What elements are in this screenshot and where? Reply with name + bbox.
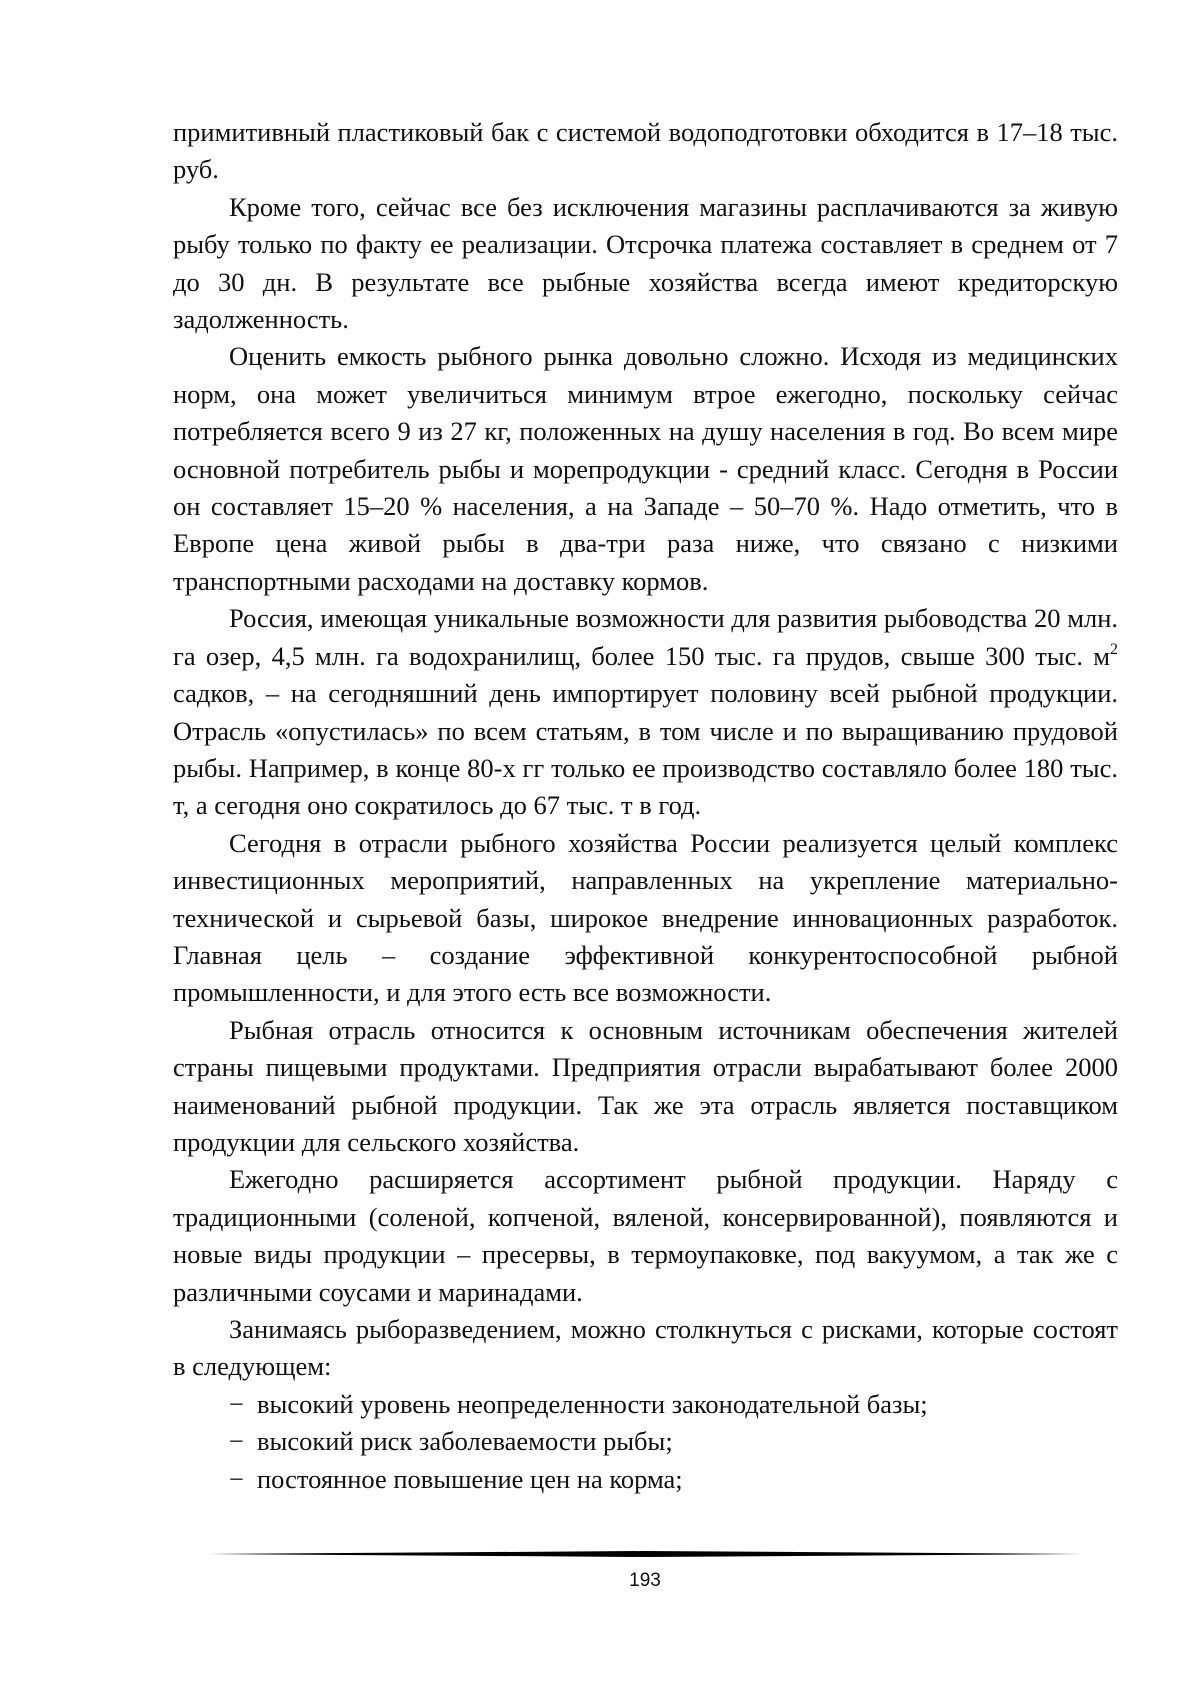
page-number: 193 (629, 1570, 661, 1591)
list-item-text: высокий уровень неопределенности законодательной базы; (257, 1388, 928, 1419)
list-dash: − (229, 1426, 244, 1457)
paragraph-russia-resources (173, 600, 1118, 824)
paragraph-food-source: Рыбная отрасль относится к основным источникам обеспечения жителей страны пищевыми продуктами. Предприятия отрасли вырабатывают более 2000 наименований рыбной продукции. Так же эта отрасль является поставщиком продукции для сельского хозяйства. (173, 1014, 1118, 1157)
list-item-text: высокий риск заболеваемости рыбы; (257, 1426, 673, 1457)
list-item (229, 1461, 1118, 1498)
paragraph-investment: Сегодня в отрасли рыбного хозяйства России реализуется целый комплекс инвестиционных мероприятий, направленных на укрепление материально-технической и сырьевой базы, широкое внедрение инновационных разработок. Главная цель – создание эффективной конкурентоспособной рыбной промышленности, и для этого есть все возможности. (173, 827, 1118, 1008)
list-item-text: постоянное повышение цен на корма; (257, 1463, 683, 1494)
list-item (229, 1423, 1118, 1460)
paragraph-russia-resources-part2: садков, – на сегодняшний день импортирует половину всей рыбной продукции. Отрасль «опустилась» по всем статьям, в том числе и по выращиванию прудовой рыбы. Например, в конце 80-х гг только ее производство составляло более 180 тыс. т, а сегодня оно сократилось до 67 тыс. т в год. (173, 678, 1118, 821)
paragraph-continuation: примитивный пластиковый бак с системой водоподготовки обходится в 17–18 тыс. руб. (173, 117, 1118, 185)
risks-list (173, 1386, 1118, 1498)
superscript-squared: 2 (1110, 640, 1118, 658)
paragraph-payment-terms: Кроме того, сейчас все без исключения магазины расплачиваются за живую рыбу только по факту ее реализации. Отсрочка платежа составляет в среднем от 7 до 30 дн. В результате все рыбные хозяйства всегда имеют кредиторскую задолженность. (173, 191, 1118, 335)
list-item (229, 1386, 1118, 1423)
paragraph-assortment: Ежегодно расширяется ассортимент рыбной продукции. Наряду с традиционными (соленой, копченой, вяленой, консервированной), появляются и новые виды продукции – пресервы, в термоупаковке, под вакуумом, а так же с различными соусами и маринадами. (173, 1164, 1118, 1307)
paragraph-risks-intro: Занимаясь рыборазведением, можно столкнуться с рисками, которые состоят в следующем: (173, 1314, 1118, 1382)
paragraph-russia-resources-part1: Россия, имеющая уникальные возможности для развития рыбоводства 20 млн. га озер, 4,5 млн. га водохранилищ, более 150 тыс. га прудов, свыше 300 тыс. м (173, 603, 1118, 671)
list-dash: − (229, 1388, 244, 1419)
page-body (173, 114, 1118, 1498)
list-dash: − (229, 1463, 244, 1494)
footer-rule (208, 1550, 1082, 1558)
paragraph-market-capacity: Оценить емкость рыбного рынка довольно сложно. Исходя из медицинских норм, она может увеличиться минимум втрое ежегодно, поскольку сейчас потребляется всего 9 из 27 кг, положенных на душу населения в год. Во всем мире основной потребитель рыбы и морепродукции - средний класс. Сегодня в России он составляет 15–20 % населения, а на Западе – 50–70 %. Надо отметить, что в Европе цена живой рыбы в два-три раза ниже, что связано с низкими транспортными расходами на доставку кормов. (173, 341, 1118, 596)
footer-rule-shape (208, 1550, 1082, 1558)
